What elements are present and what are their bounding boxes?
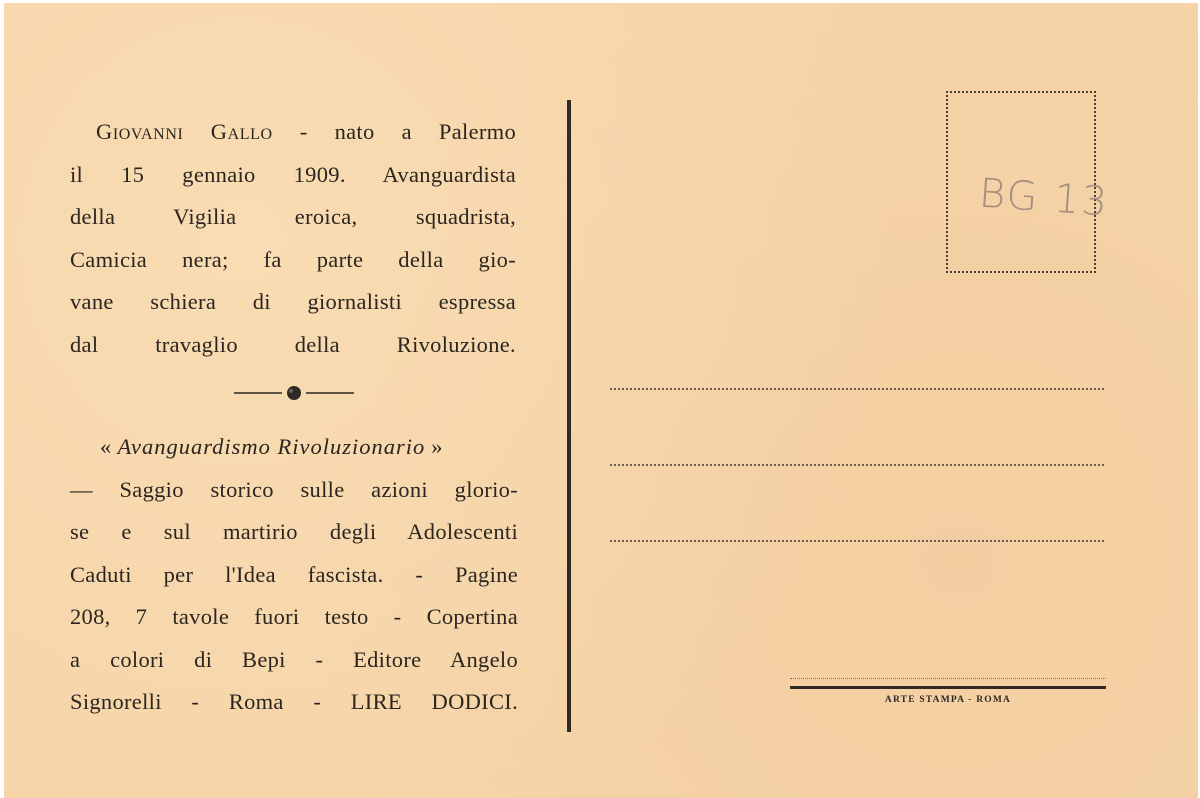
biography-line-6: dal travaglio della Rivoluzione. xyxy=(70,331,516,357)
imprint-dotted-rule xyxy=(790,678,1106,679)
biography-text xyxy=(70,111,516,366)
address-line-2 xyxy=(610,464,1104,466)
book-line-6: Signorelli - Roma - LIRE DODICI. xyxy=(70,689,518,714)
book-title: Avanguardismo Rivoluzionario xyxy=(117,434,426,459)
printer-imprint: ARTE STAMPA - ROMA xyxy=(884,695,1012,705)
pencil-note: BG 13 xyxy=(977,170,1111,226)
book-title-line: « Avanguardismo Rivoluzionario » xyxy=(100,434,443,459)
biography-line-2: il 15 gennaio 1909. Avanguardista xyxy=(70,161,516,187)
address-line-1 xyxy=(610,388,1104,390)
ornament-divider xyxy=(234,383,354,403)
biography-line-5: vane schiera di giornalisti espressa xyxy=(70,289,516,314)
address-line-3 xyxy=(610,540,1104,542)
postcard-back xyxy=(4,3,1198,798)
center-divider xyxy=(567,100,571,732)
biography-line-3: della Vigilia eroica, squadrista, xyxy=(70,204,516,229)
book-line-2: se e sul martirio degli Adolescenti xyxy=(70,519,518,544)
book-line-1: — Saggio storico sulle azioni glorio- xyxy=(70,476,518,502)
imprint-rule xyxy=(790,686,1106,689)
book-line-4: 208, 7 tavole fuori testo - Copertina xyxy=(70,604,518,629)
biography-line-4: Camicia nera; fa parte della gio- xyxy=(70,246,516,272)
author-name: Giovanni Gallo xyxy=(96,119,273,144)
book-description xyxy=(70,426,518,724)
biography-line-1: Giovanni Gallo - nato a Palermo xyxy=(96,119,516,144)
book-line-5: a colori di Bepi - Editore Angelo xyxy=(70,646,518,672)
book-line-3: Caduti per l'Idea fascista. - Pagine xyxy=(70,561,518,587)
